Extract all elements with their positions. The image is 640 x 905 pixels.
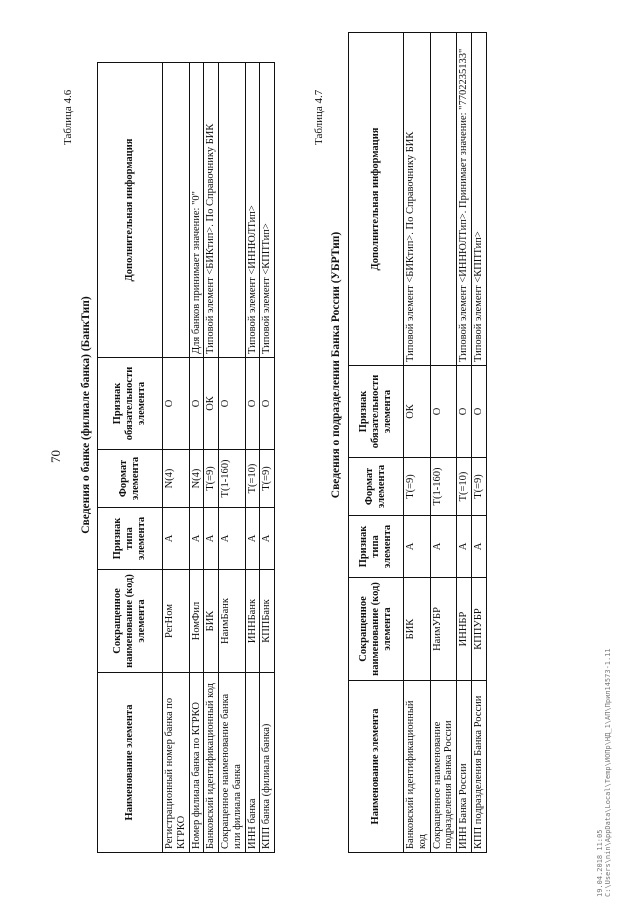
- table-cell: О: [189, 358, 204, 450]
- table-cell: [430, 33, 457, 366]
- table2-title: Сведения о подразделении Банка России (УБРТип): [330, 231, 342, 499]
- table-row: [471, 33, 486, 853]
- table-cell: НаимБанк: [219, 570, 246, 673]
- table1-header-cell: Дополнительная информация: [98, 63, 163, 358]
- table-cell: ОК: [204, 358, 219, 450]
- table-row: [430, 33, 457, 853]
- table1: [97, 62, 275, 853]
- table-cell: О: [260, 358, 275, 450]
- table-cell: Типовой элемент <ИННЮЛТип>: [245, 63, 260, 358]
- table-cell: КПП подразделения Банка России: [471, 681, 486, 853]
- table-cell: Номер филиала банка по КГРКО: [189, 673, 204, 853]
- table-cell: T(1-160): [219, 450, 246, 508]
- table-cell: T(1-160): [430, 458, 457, 516]
- table-cell: А: [404, 516, 431, 578]
- table-cell: T(=10): [245, 450, 260, 508]
- table-cell: Типовой элемент <БИКтип>. По Справочнику БИК: [204, 63, 219, 358]
- table-cell: [219, 63, 246, 358]
- table-cell: Типовой элемент <КППТип>: [260, 63, 275, 358]
- table-row: [204, 63, 219, 853]
- table-cell: КПП банка (филиала банка): [260, 673, 275, 853]
- table2-header-cell: Сокращенное наименование (код) элемента: [349, 578, 404, 681]
- table-cell: КППБанк: [260, 570, 275, 673]
- table2-header-cell: Формат элемента: [349, 458, 404, 516]
- table2-label: Таблица 4.7: [313, 89, 325, 145]
- table-row: [457, 33, 472, 853]
- table-cell: Банковский идентификационный код: [404, 681, 431, 853]
- table-cell: А: [457, 516, 472, 578]
- table-cell: ИНН банка: [245, 673, 260, 853]
- table-row: [163, 63, 190, 853]
- table-cell: А: [219, 508, 246, 570]
- table-cell: T(=9): [204, 450, 219, 508]
- footer-stamp-path: С:\Users\nin\AppData\Local\Temp\ИОПр\НД_1\АП\Прил14573-1.11: [604, 648, 613, 897]
- table-cell: ОК: [404, 366, 431, 458]
- page-number: 70: [48, 450, 63, 463]
- table-cell: НаимУБР: [430, 578, 457, 681]
- table-cell: T(=10): [457, 458, 472, 516]
- table2-header-cell: Признак типа элемента: [349, 516, 404, 578]
- table-cell: Типовой элемент <КППТип>: [471, 33, 486, 366]
- table-cell: N(4): [163, 450, 190, 508]
- table-cell: БИК: [404, 578, 431, 681]
- table-cell: T(=9): [404, 458, 431, 516]
- table1-label: Таблица 4.6: [62, 89, 74, 145]
- table-cell: РегНом: [163, 570, 190, 673]
- table1-header-cell: Наименование элемента: [98, 673, 163, 853]
- table2-header-cell: Дополнительная информация: [349, 33, 404, 366]
- table-cell: Регистрационный номер банка по КГРКО: [163, 673, 190, 853]
- table-cell: Банковский идентификационный код: [204, 673, 219, 853]
- table-cell: А: [163, 508, 190, 570]
- table-cell: Типовой элемент <ИННЮЛТип>. Принимает значение: "7702235133": [457, 33, 472, 366]
- table-cell: О: [219, 358, 246, 450]
- table-row: [189, 63, 204, 853]
- table-row: [219, 63, 246, 853]
- table-cell: НомФил: [189, 570, 204, 673]
- table-cell: ИННБанк: [245, 570, 260, 673]
- table-cell: [163, 63, 190, 358]
- table-cell: Сокращенное наименование подразделения Банка России: [430, 681, 457, 853]
- table1-header-cell: Признак типа элемента: [98, 508, 163, 570]
- table-cell: А: [260, 508, 275, 570]
- table-row: [404, 33, 431, 853]
- table1-header-cell: Признак обязательности элемента: [98, 358, 163, 450]
- table-cell: T(=9): [471, 458, 486, 516]
- table-cell: А: [471, 516, 486, 578]
- table-cell: О: [471, 366, 486, 458]
- table-cell: N(4): [189, 450, 204, 508]
- table1-header-cell: Формат элемента: [98, 450, 163, 508]
- table2-header-row: [349, 33, 404, 853]
- table2: [348, 32, 487, 853]
- table-cell: А: [245, 508, 260, 570]
- table-cell: О: [245, 358, 260, 450]
- table2-header-cell: Наименование элемента: [349, 681, 404, 853]
- footer-stamp-date: 19.04.2018 11:05: [596, 829, 604, 897]
- table-cell: ИНН Банка России: [457, 681, 472, 853]
- table-row: [245, 63, 260, 853]
- table-cell: Сокращенное наименование банка или филиала банка: [219, 673, 246, 853]
- table-cell: Типовой элемент <БИКтип>. По Справочнику БИК: [404, 33, 431, 366]
- table-cell: А: [430, 516, 457, 578]
- table1-header-cell: Сокращенное наименование (код) элемента: [98, 570, 163, 673]
- table1-header-row: [98, 63, 163, 853]
- table-cell: Для банков принимает значение: "0": [189, 63, 204, 358]
- table-cell: БИК: [204, 570, 219, 673]
- table-cell: О: [163, 358, 190, 450]
- footer-stamp: [596, 648, 613, 897]
- table-cell: T(=9): [260, 450, 275, 508]
- table-cell: О: [430, 366, 457, 458]
- table2-header-cell: Признак обязательности элемента: [349, 366, 404, 458]
- table-cell: А: [189, 508, 204, 570]
- table-cell: О: [457, 366, 472, 458]
- table-cell: ИННБР: [457, 578, 472, 681]
- table-row: [260, 63, 275, 853]
- table-cell: А: [204, 508, 219, 570]
- table-cell: КППУБР: [471, 578, 486, 681]
- table1-title: Сведения о банке (филиале банка) (БанкТип): [80, 296, 92, 534]
